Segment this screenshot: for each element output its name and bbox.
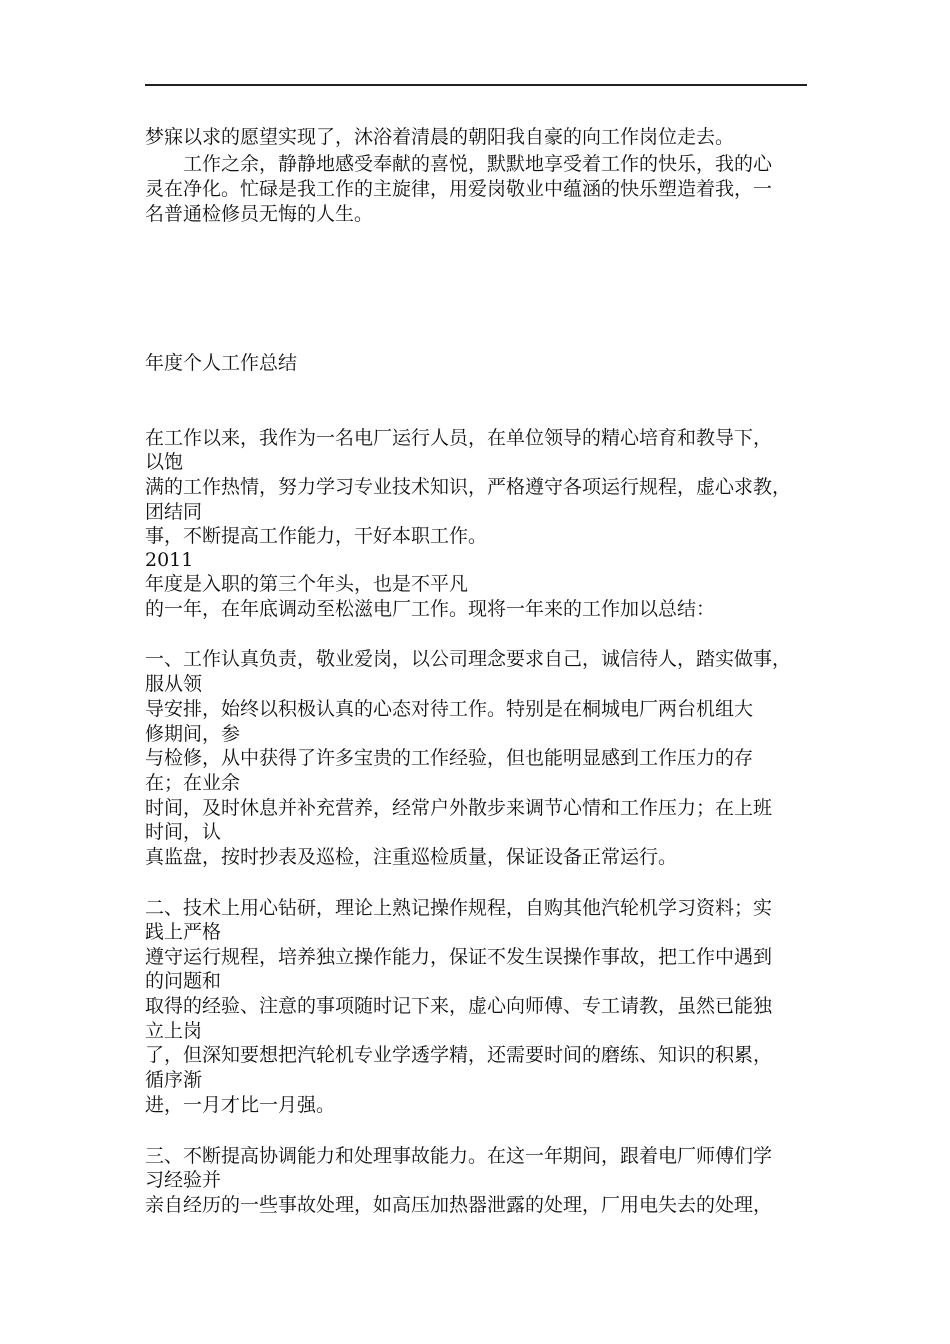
body-line: 在工作以来，我作为一名电厂运行人员，在单位领导的精心培育和教导下， — [145, 427, 773, 449]
body-line: 在；在业余 — [145, 772, 241, 794]
body-line: 事，不断提高工作能力，干好本职工作。 — [145, 525, 488, 547]
paragraph-line: 灵在净化。忙碌是我工作的主旋律，用爱岗敬业中蕴涵的快乐塑造着我，一 — [145, 178, 773, 200]
document-title: 年度个人工作总结 — [145, 352, 298, 374]
body-line: 时间，认 — [145, 821, 222, 843]
body-line: 的问题和 — [145, 970, 222, 992]
body-line: 取得的经验、注意的事项随时记下来，虚心向师傅、专工请教，虽然已能独 — [145, 995, 773, 1017]
body-line: 循序渐 — [145, 1069, 203, 1091]
body-line: 的一年，在年底调动至松滋电厂工作。现将一年来的工作加以总结： — [145, 598, 716, 620]
body-line: 三、不断提高协调能力和处理事故能力。在这一年期间，跟着电厂师傅们学 — [145, 1145, 773, 1167]
header-rule — [145, 84, 807, 86]
body-line: 满的工作热情，努力学习专业技术知识，严格遵守各项运行规程，虚心求教， — [145, 476, 792, 498]
body-line: 2011 — [145, 549, 194, 571]
body-line: 习经验并 — [145, 1169, 222, 1191]
body-line: 修期间，参 — [145, 723, 241, 745]
body-line: 二、技术上用心钻研，理论上熟记操作规程，自购其他汽轮机学习资料；实 — [145, 897, 773, 919]
body-line: 以饱 — [145, 451, 184, 473]
body-line: 与检修，从中获得了许多宝贵的工作经验，但也能明显感到工作压力的存 — [145, 747, 754, 769]
body-line: 真监盘，按时抄表及巡检，注重巡检质量，保证设备正常运行。 — [145, 846, 678, 868]
body-line: 时间，及时休息并补充营养，经常户外散步来调节心情和工作压力；在上班 — [145, 797, 773, 819]
body-line: 立上岗 — [145, 1020, 203, 1042]
body-line: 年度是入职的第三个年头，也是不平凡 — [145, 573, 469, 595]
body-line: 服从领 — [145, 673, 203, 695]
body-line: 了，但深知要想把汽轮机专业学透学精，还需要时间的磨练、知识的积累， — [145, 1044, 773, 1066]
body-line: 团结同 — [145, 501, 203, 523]
body-line: 导安排，始终以积极认真的心态对待工作。特别是在桐城电厂两台机组大 — [145, 698, 754, 720]
paragraph-line: 梦寐以求的愿望实现了，沐浴着清晨的朝阳我自豪的向工作岗位走去。 — [145, 126, 735, 148]
body-line: 一、工作认真负责，敬业爱岗，以公司理念要求自己，诚信待人，踏实做事， — [145, 648, 792, 670]
paragraph-line: 名普通检修员无悔的人生。 — [145, 203, 374, 225]
body-line: 亲自经历的一些事故处理，如高压加热器泄露的处理，厂用电失去的处理， — [145, 1194, 773, 1216]
body-line: 进，一月才比一月强。 — [145, 1094, 336, 1116]
body-line: 遵守运行规程，培养独立操作能力，保证不发生误操作事故，把工作中遇到 — [145, 946, 773, 968]
paragraph-line: 工作之余，静静地感受奉献的喜悦，默默地享受着工作的快乐，我的心 — [145, 153, 773, 175]
body-line: 践上严格 — [145, 921, 222, 943]
